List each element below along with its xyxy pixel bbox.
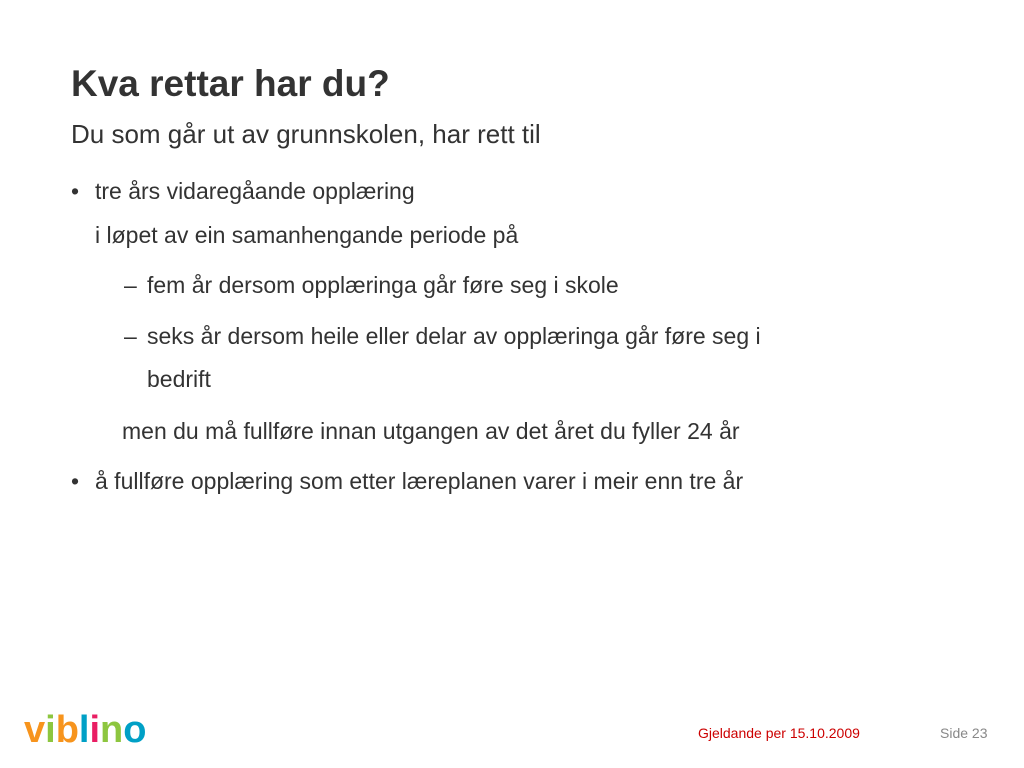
bullet-item-1 bbox=[71, 169, 971, 213]
note-text: men du må fullføre innan utgangen av det året du fyller 24 år bbox=[122, 418, 740, 444]
page-number: Side 23 bbox=[940, 725, 988, 741]
sub-item-2 bbox=[124, 314, 984, 358]
footer-date: Gjeldande per 15.10.2009 bbox=[698, 725, 860, 741]
logo-letter: i bbox=[89, 709, 101, 751]
logo-letter: o bbox=[123, 709, 147, 751]
bullet-text: i løpet av ein samanhengande periode på bbox=[95, 222, 519, 248]
bullet-marker: • bbox=[71, 178, 80, 204]
slide-subtitle: Du som går ut av grunnskolen, har rett til bbox=[71, 119, 541, 149]
dash-marker: – bbox=[124, 272, 137, 298]
slide-title: Kva rettar har du? bbox=[71, 63, 390, 104]
logo-letter: n bbox=[100, 709, 124, 751]
viblino-logo bbox=[24, 706, 146, 754]
sub-item-text: seks år dersom heile eller delar av opplæringa går føre seg i bbox=[147, 323, 761, 349]
logo-letter: b bbox=[55, 709, 79, 751]
bullet-item-1-continuation bbox=[95, 213, 975, 257]
sub-item-text: fem år dersom opplæringa går føre seg i skole bbox=[147, 272, 619, 298]
note-line bbox=[122, 409, 1002, 453]
logo-letter: v bbox=[24, 709, 46, 751]
sub-item-1 bbox=[124, 263, 984, 307]
logo-letter: l bbox=[78, 709, 90, 751]
sub-item-text: bedrift bbox=[147, 366, 211, 392]
bullet-text: tre års vidaregåande opplæring bbox=[95, 178, 415, 204]
bullet-marker: • bbox=[71, 468, 80, 494]
logo-letter: i bbox=[45, 709, 56, 751]
dash-marker: – bbox=[124, 323, 137, 349]
bullet-text: å fullføre opplæring som etter læreplanen varer i meir enn tre år bbox=[95, 468, 744, 494]
sub-item-2-continuation bbox=[147, 357, 987, 401]
bullet-item-2 bbox=[71, 459, 991, 503]
